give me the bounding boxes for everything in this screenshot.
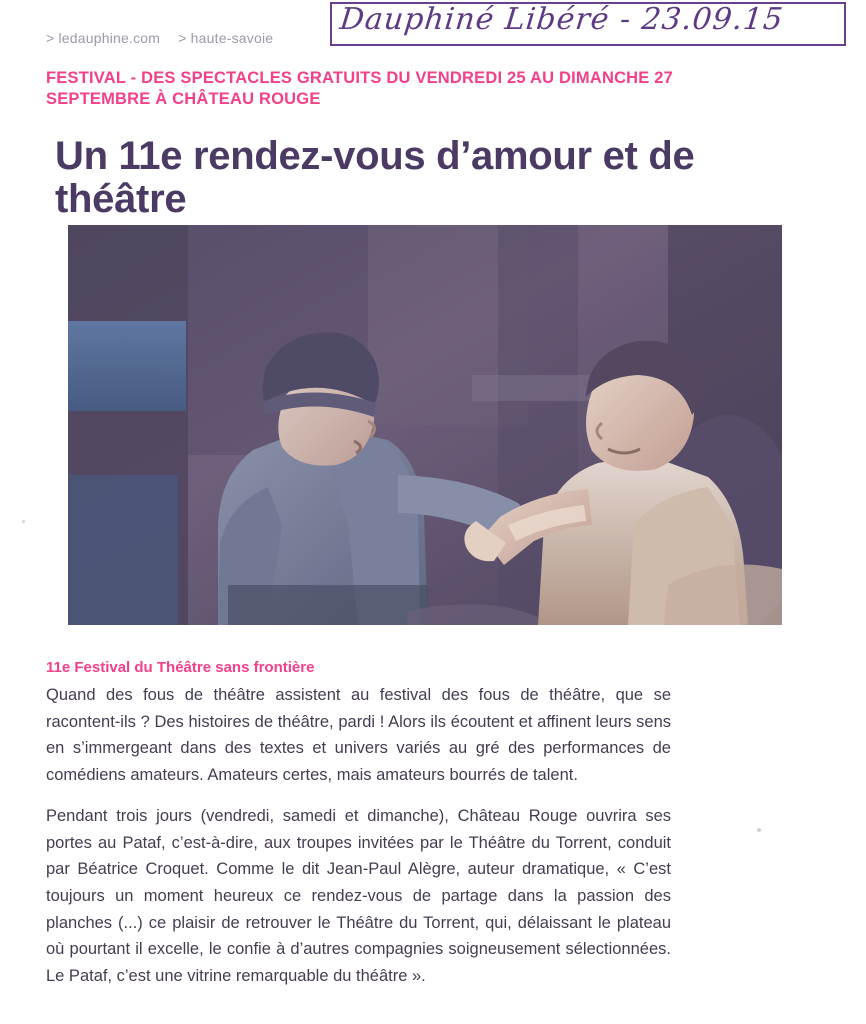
photo-illustration [68,225,782,625]
breadcrumb-item-site[interactable]: > ledauphine.com [46,30,161,46]
body-paragraph-1: Quand des fous de théâtre assistent au festival des fous de théâtre, que se racontent-ils ? Des histoires de théâtre, pardi ! Alors ils écoutent et affinent leurs sens en s’immergeant dans des textes et univers variés au gré des performances de comédiens amateurs. Amateurs certes, mais amateurs bourrés de talent. [46,686,671,785]
article-body [46,682,671,1004]
scan-speckle [757,828,761,832]
article-subhead: 11e Festival du Théâtre sans frontière [46,659,315,676]
handwritten-date-note: Dauphiné Libéré - 23.09.15 [338,2,786,37]
body-paragraph-2: Pendant trois jours (vendredi, samedi et dimanche), Château Rouge ouvrira ses portes au Pataf, c’est-à-dire, aux troupes invitées par le Théâtre du Torrent, conduit par Béatrice Croquet. Comme le dit Jean-Paul Alègre, auteur dramatique, « C’est toujours un moment heureux ce rendez-vous de partage dans la passion des planches (...) ce plaisir de retrouver le Théâtre du Torrent, qui, délaissant le plateau où pourtant il excelle, le confie à d’autres compagnies soigneusement sélectionnées. Le Pataf, c’est une vitrine remarquable du théâtre ». [46,806,671,986]
page-title: Un 11e rendez-vous d’amour et de théâtre [55,133,695,221]
article-photo [68,225,782,625]
breadcrumb-item-region[interactable]: > haute-savoie [178,30,274,46]
handwritten-annotation-box [330,2,846,46]
article-kicker: FESTIVAL - DES SPECTACLES GRATUITS DU VENDREDI 25 AU DIMANCHE 27 SEPTEMBRE À CHÂTEAU ROUGE [46,69,674,109]
scan-speckle [22,520,25,523]
breadcrumb [46,30,287,46]
